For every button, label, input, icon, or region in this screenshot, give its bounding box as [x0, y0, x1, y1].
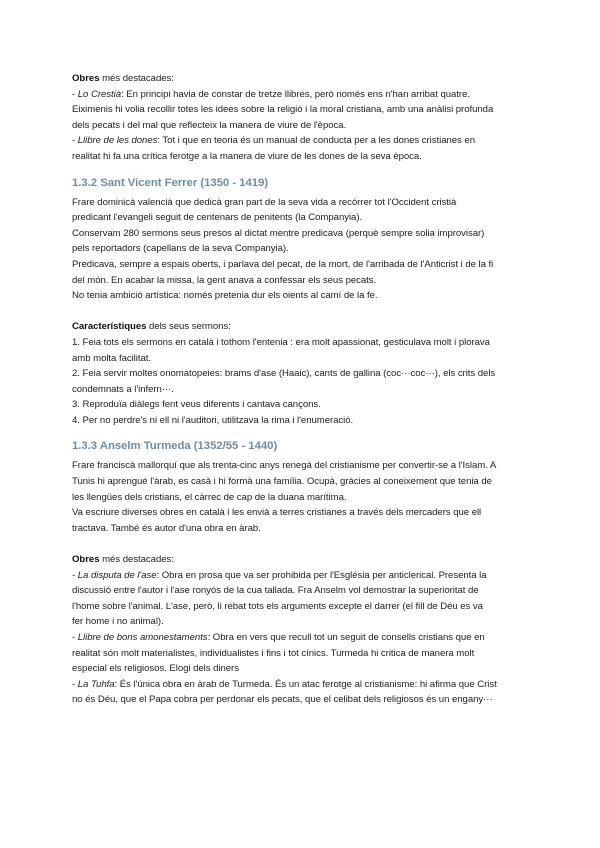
works-intro: [72, 71, 540, 87]
text-line: [72, 646, 540, 662]
line-prefix: -: [72, 88, 78, 100]
works-intro-rest: més destacades:: [99, 73, 174, 84]
text-line: [72, 599, 540, 615]
line-text: fer home i no animal).: [72, 616, 164, 628]
line-text: : Obra en vers que recull tot un seguit de consells cristians que en: [207, 632, 485, 643]
line-text: realitat són molt materialistes, individualistes i fins i tot cínics. Turmeda hi critica de manera molt: [72, 647, 475, 659]
blank-line: [72, 536, 540, 552]
text-line: Conservam 280 sermons seus presos al dictat mentre predicava (perquè sempre solia improvisar): [72, 227, 485, 239]
text-line: 2. Feia servir moltes onomatopeies: brams d'ase (Haaic), cants de gallina (coc···coc···), els crits dels: [72, 368, 496, 380]
blank-line: [72, 304, 540, 320]
text-line: [72, 614, 540, 630]
text-line: No tenia ambició artística: només pretenia dur els oients al camí de la fe.: [72, 290, 378, 302]
text-line: [72, 661, 540, 677]
works-intro-rest: més destacades:: [99, 554, 174, 566]
line-text: realitat hi fa una crítica ferotge a la manera de viure de les dones de la seva època.: [72, 150, 422, 162]
line-text: : És l'única obra en àrab de Turmeda. És un atac ferotge al cristianisme: hi afirma que Crist: [114, 678, 497, 690]
text-line: Frare franciscà mallorquí que als trenta-cinc anys renegà del cristianisme per convertir-se a l'Islam. A: [72, 460, 497, 472]
line-text: : Tot i que en teoria és un manual de conducta per a les dones cristianes en: [157, 135, 475, 147]
works-intro: [72, 552, 540, 568]
section-heading-vicent-ferrer: 1.3.2 Sant Vicent Ferrer (1350 - 1419): [72, 176, 269, 189]
works-intro-bold: Obres: [72, 73, 100, 84]
line-text: dels pecats i del mal que reflecteix la manera de viure de l'època.: [72, 119, 347, 131]
work-title: La Tuhfa: [77, 678, 115, 690]
work-title: Llibre de les dones: [77, 135, 158, 147]
text-line: Tunis hi aprengué l'àrab, es casà i hi formà una família. Ocupà, gràcies al coneixement que tenia de: [72, 476, 492, 488]
text-line: tractava. També és autor d'una obra en àrab.: [72, 522, 261, 534]
text-line: [72, 87, 540, 103]
characteristics-rest: dels seus sermons:: [146, 321, 231, 333]
text-line: 4. Per no perdre's ni ell ni l'auditori, utilitzava la rima i l'enumeració.: [72, 414, 354, 426]
line-text: Eiximenis hi volia recollir totes les idees sobre la religió i la moral cristiana, amb una anàlisi profunda: [72, 104, 494, 116]
text-line: 1. Feia tots els sermons en català i tothom l'entenia : era molt apassionat, gesticulava molt i plorava: [72, 336, 490, 348]
text-line: [72, 630, 540, 646]
text-line: les llengües dels cristians, el càrrec de cap de la duana marítima.: [72, 491, 347, 503]
line-prefix: -: [72, 632, 78, 643]
text-line: condemnats a l'infern···.: [72, 383, 174, 395]
text-line: [72, 677, 540, 693]
line-prefix: -: [72, 678, 78, 690]
characteristics-bold: Característiques: [72, 321, 147, 333]
text-line: Predicava, sempre a espais oberts, i parlava del pecat, de la mort, de l'arribada de l'Anticrist i de la fi: [72, 258, 494, 270]
line-text: : Obra en prosa que va ser prohibida per l'Església per anticlerical. Presenta la: [156, 569, 487, 581]
text-line: [72, 692, 540, 708]
line-prefix: -: [72, 135, 78, 147]
text-line: predicant l'evangeli seguit de centenars de penitents (la Companyia).: [72, 212, 363, 224]
line-text: no és Déu, que el Papa cobra per perdonar els pecats, que el celibat dels religiosos és un engany···: [72, 694, 493, 706]
text-line: [72, 149, 540, 165]
line-text: especial els religiosos. Elogi dels diners: [72, 663, 239, 675]
text-line: amb molta facilitat.: [72, 352, 151, 364]
work-title: Lo Crestià: [77, 88, 121, 100]
text-line: [72, 583, 540, 599]
text-line: [72, 102, 540, 118]
text-line: [72, 568, 540, 584]
works-intro-bold: Obres: [72, 554, 100, 566]
text-line: [72, 133, 540, 149]
characteristics-intro: [72, 319, 540, 335]
line-text: : En principi havia de constar de tretze llibres, però només ens n'han arribat quatre.: [121, 88, 470, 100]
text-line: Va escriure diverses obres en català i les envià a terres cristianes a través dels mercaders que ell: [72, 507, 482, 519]
text-line: pels reportadors (capellans de la seva Companyia).: [72, 243, 289, 255]
text-line: del món. En acabar la missa, la gent anava a confessar els seus pecats.: [72, 274, 377, 286]
work-title: Llibre de bons amonestaments: [77, 632, 208, 643]
line-text: l'home sobre l'animal. L'ase, però, li rebat tots els arguments excepte el darrer (el fill de Déu es va: [72, 600, 483, 612]
text-line: 3. Reproduïa diàlegs fent veus diferents i cantava cançons.: [72, 399, 321, 411]
text-line: Frare dominicà valencià que dedicà gran part de la seva vida a recórrer tot l'Occident cristià: [72, 196, 457, 208]
line-text: discussió entre l'autor i l'ase ronyós de la cua tallada. Fra Anselm vol demostrar la superioritat de: [72, 585, 479, 597]
section-heading-anselm-turmeda: 1.3.3 Anselm Turmeda (1352/55 - 1440): [72, 440, 278, 453]
line-prefix: -: [72, 569, 78, 581]
work-title: La disputa de l'ase: [77, 569, 157, 581]
text-line: [72, 118, 540, 134]
